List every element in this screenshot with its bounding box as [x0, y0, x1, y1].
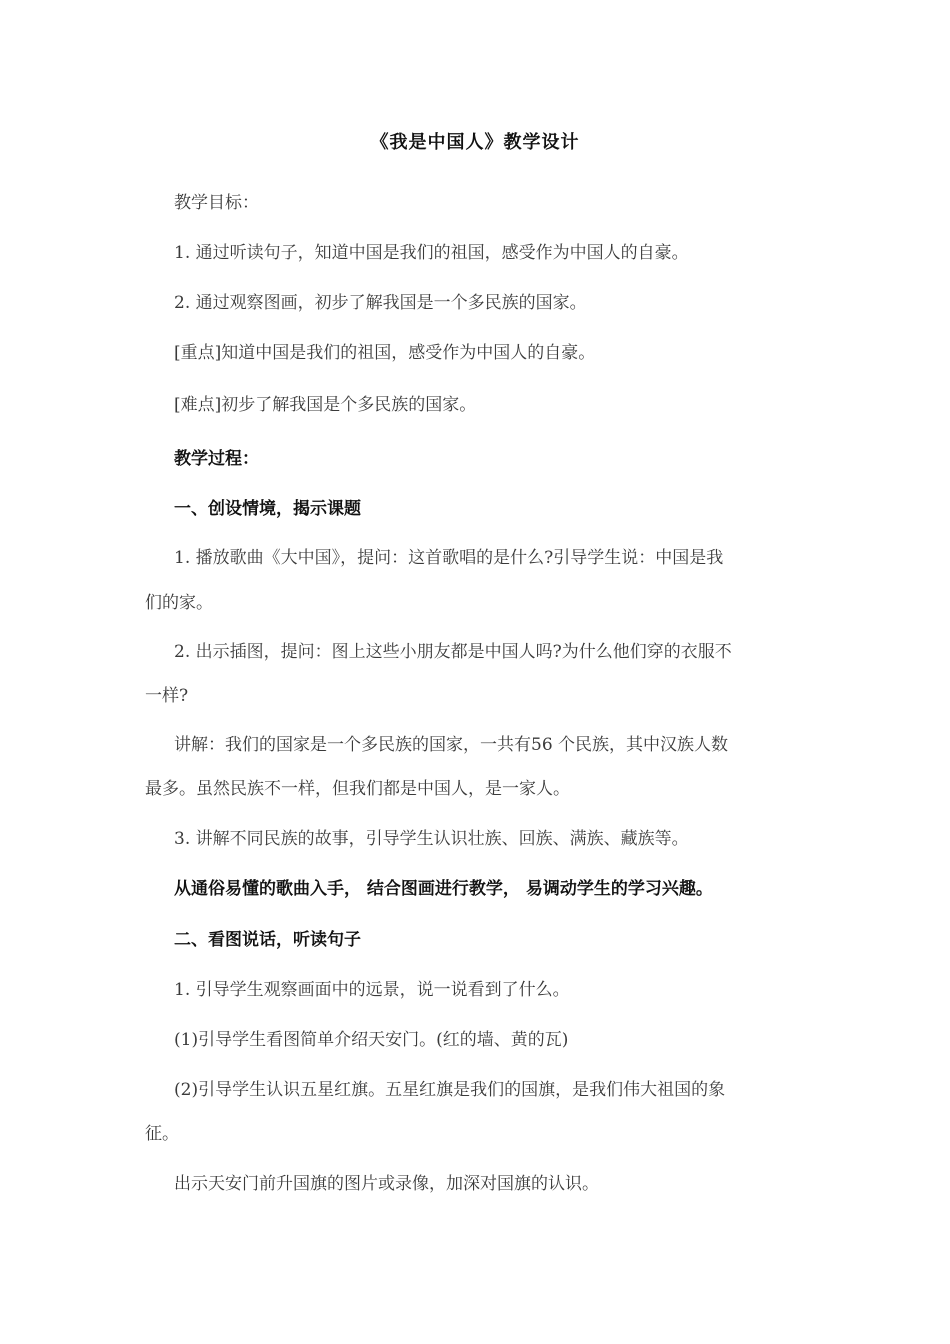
goal-item-1: 1. 通过听读句子，知道中国是我们的祖国，感受作为中国人的自豪。	[174, 243, 689, 263]
subsection-heading-1: 一、创设情境，揭示课题	[174, 499, 361, 519]
paragraph-line: (2)引导学生认识五星红旗。五星红旗是我们的国旗，是我们伟大祖国的象	[174, 1080, 726, 1100]
paragraph-line: 征。	[145, 1124, 179, 1144]
goal-item-2: 2. 通过观察图画，初步了解我国是一个多民族的国家。	[174, 293, 587, 313]
difficult-point: [难点]初步了解我国是个多民族的国家。	[174, 395, 477, 415]
paragraph-line: 出示天安门前升国旗的图片或录像，加深对国旗的认识。	[174, 1174, 599, 1194]
paragraph-line: 一样?	[145, 686, 189, 706]
subsection-heading-2: 二、看图说话，听读句子	[174, 930, 361, 950]
paragraph-line: 们的家。	[145, 593, 213, 613]
paragraph-line: 最多。虽然民族不一样，但我们都是中国人，是一家人。	[145, 779, 570, 799]
document-title: 《我是中国人》教学设计	[370, 132, 580, 153]
paragraph-line: 3. 讲解不同民族的故事，引导学生认识壮族、回族、满族、藏族等。	[174, 829, 689, 849]
paragraph-line: 讲解：我们的国家是一个多民族的国家，一共有56 个民族，其中汉族人数	[174, 735, 729, 755]
key-point: [重点]知道中国是我们的祖国，感受作为中国人的自豪。	[174, 343, 596, 363]
emphasis-note: 从通俗易懂的歌曲入手， 结合图画进行教学， 易调动学生的学习兴趣。	[174, 879, 713, 899]
paragraph-line: 1. 引导学生观察画面中的远景，说一说看到了什么。	[174, 980, 570, 1000]
paragraph-line: 2. 出示插图，提问：图上这些小朋友都是中国人吗?为什么他们穿的衣服不	[174, 642, 732, 662]
section-heading-process: 教学过程：	[174, 449, 259, 469]
section-heading-goals: 教学目标：	[174, 193, 259, 213]
paragraph-line: 1. 播放歌曲《大中国》，提问：这首歌唱的是什么?引导学生说：中国是我	[174, 548, 724, 568]
paragraph-line: (1)引导学生看图简单介绍天安门。(红的墙、黄的瓦)	[174, 1030, 569, 1050]
